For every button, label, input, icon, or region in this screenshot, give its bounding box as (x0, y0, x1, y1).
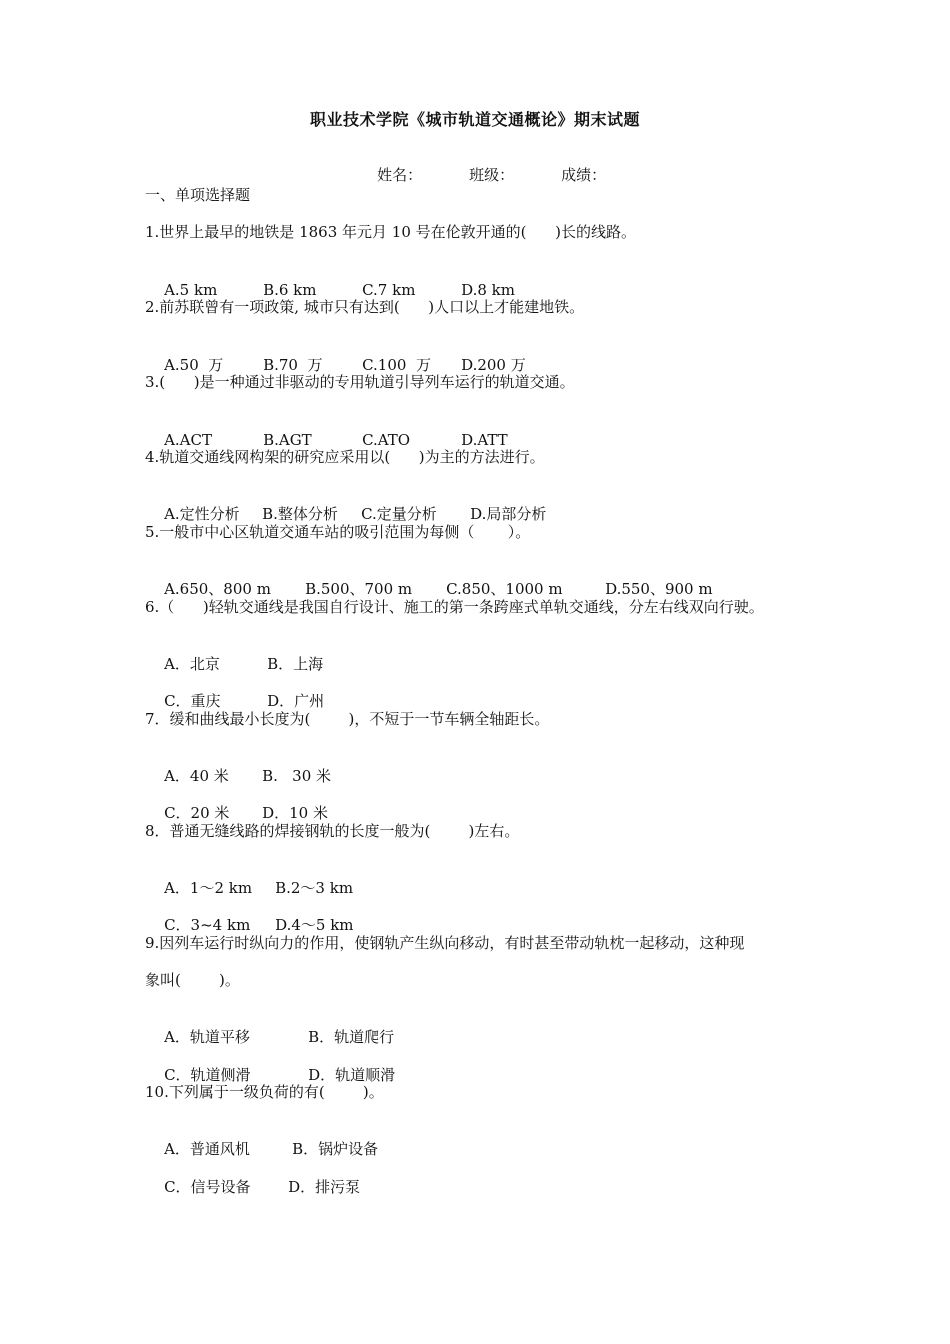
option-a: A．北京 (164, 655, 220, 673)
option-d: D．10 米 (262, 804, 328, 822)
option-a: A.5 km (164, 281, 218, 299)
option-d: D.8 km (461, 281, 515, 299)
option-d: D.局部分析 (470, 505, 547, 523)
option-a: A．1～2 km (164, 879, 253, 897)
option-c: C．轨道侧滑 (164, 1066, 251, 1084)
option-d: D．排污泵 (288, 1178, 361, 1196)
option-b: B.70 万 (263, 356, 323, 374)
question-stem: 3.( )是一种通过非驱动的专用轨道引导列车运行的轨道交通。 (145, 373, 575, 391)
option-row (145, 1157, 360, 1217)
question-stem: 2.前苏联曾有一项政策, 城市只有达到( )人口以上才能建地铁。 (145, 298, 585, 316)
option-c: C.定量分析 (361, 505, 437, 523)
option-a: A.650、800 m (164, 580, 271, 598)
class-label: 班级： (469, 166, 515, 184)
option-d: D.550、900 m (605, 580, 713, 598)
question-stem: 5.一般市中心区轨道交通车站的吸引范围为每侧（ ）。 (145, 523, 531, 541)
option-b: B．轨道爬行 (308, 1028, 395, 1046)
option-a: A．轨道平移 (164, 1028, 250, 1046)
page-title: 职业技术学院《城市轨道交通概论》期末试题 (309, 110, 640, 129)
option-b: B.整体分析 (262, 505, 338, 523)
option-c: C.100 万 (362, 356, 431, 374)
question-stem: 1.世界上最早的地铁是 1863 年元月 10 号在伦敦开通的( )长的线路。 (145, 223, 636, 241)
option-c: C．信号设备 (164, 1178, 251, 1196)
option-a: A．普通风机 (164, 1140, 250, 1158)
option-d: D．广州 (267, 692, 325, 710)
option-b: B.6 km (263, 281, 317, 299)
option-b: B.AGT (263, 431, 312, 449)
option-c: C．3~4 km (164, 916, 251, 934)
option-d: D.200 万 (461, 356, 526, 374)
option-d: D．轨道顺滑 (308, 1066, 396, 1084)
option-c: C.7 km (362, 281, 416, 299)
option-c: C.850、1000 m (446, 580, 563, 598)
section-title: 一、单项选择题 (145, 186, 251, 204)
option-c: C．20 米 (164, 804, 230, 822)
option-d: D.ATT (461, 431, 508, 449)
option-d: D.4～5 km (275, 916, 354, 934)
question-stem: 9.因列车运行时纵向力的作用，使钢轨产生纵向移动，有时甚至带动轨枕一起移动，这种现 (145, 934, 745, 952)
option-a: A.定性分析 (164, 505, 240, 523)
score-label: 成绩： (561, 166, 607, 184)
option-b: B．锅炉设备 (292, 1140, 379, 1158)
question-stem: 8．普通无缝线路的焊接钢轨的长度一般为( )左右。 (145, 822, 520, 840)
option-b: B.2～3 km (275, 879, 354, 897)
name-label: 姓名： (377, 166, 423, 184)
question-stem-continued: 象叫( )。 (145, 971, 240, 989)
question-stem: 6.（ )轻轨交通线是我国自行设计、施工的第一条跨座式单轨交通线，分左右线双向行驶。 (145, 598, 764, 616)
option-c: C.ATO (362, 431, 411, 449)
question-stem: 7．缓和曲线最小长度为( )，不短于一节车辆全轴距长。 (145, 710, 550, 728)
question-stem: 10.下列属于一级负荷的有( )。 (145, 1083, 384, 1101)
option-b: B.500、700 m (305, 580, 413, 598)
option-a: A.50 万 (164, 356, 224, 374)
question-stem: 4.轨道交通线网构架的研究应采用以( )为主的方法进行。 (145, 448, 545, 466)
student-info-line (358, 146, 606, 203)
option-a: A.ACT (164, 431, 212, 449)
option-a: A．40 米 (164, 767, 229, 785)
option-b: B．上海 (267, 655, 324, 673)
option-b: B. 30 米 (262, 767, 332, 785)
option-c: C．重庆 (164, 692, 221, 710)
